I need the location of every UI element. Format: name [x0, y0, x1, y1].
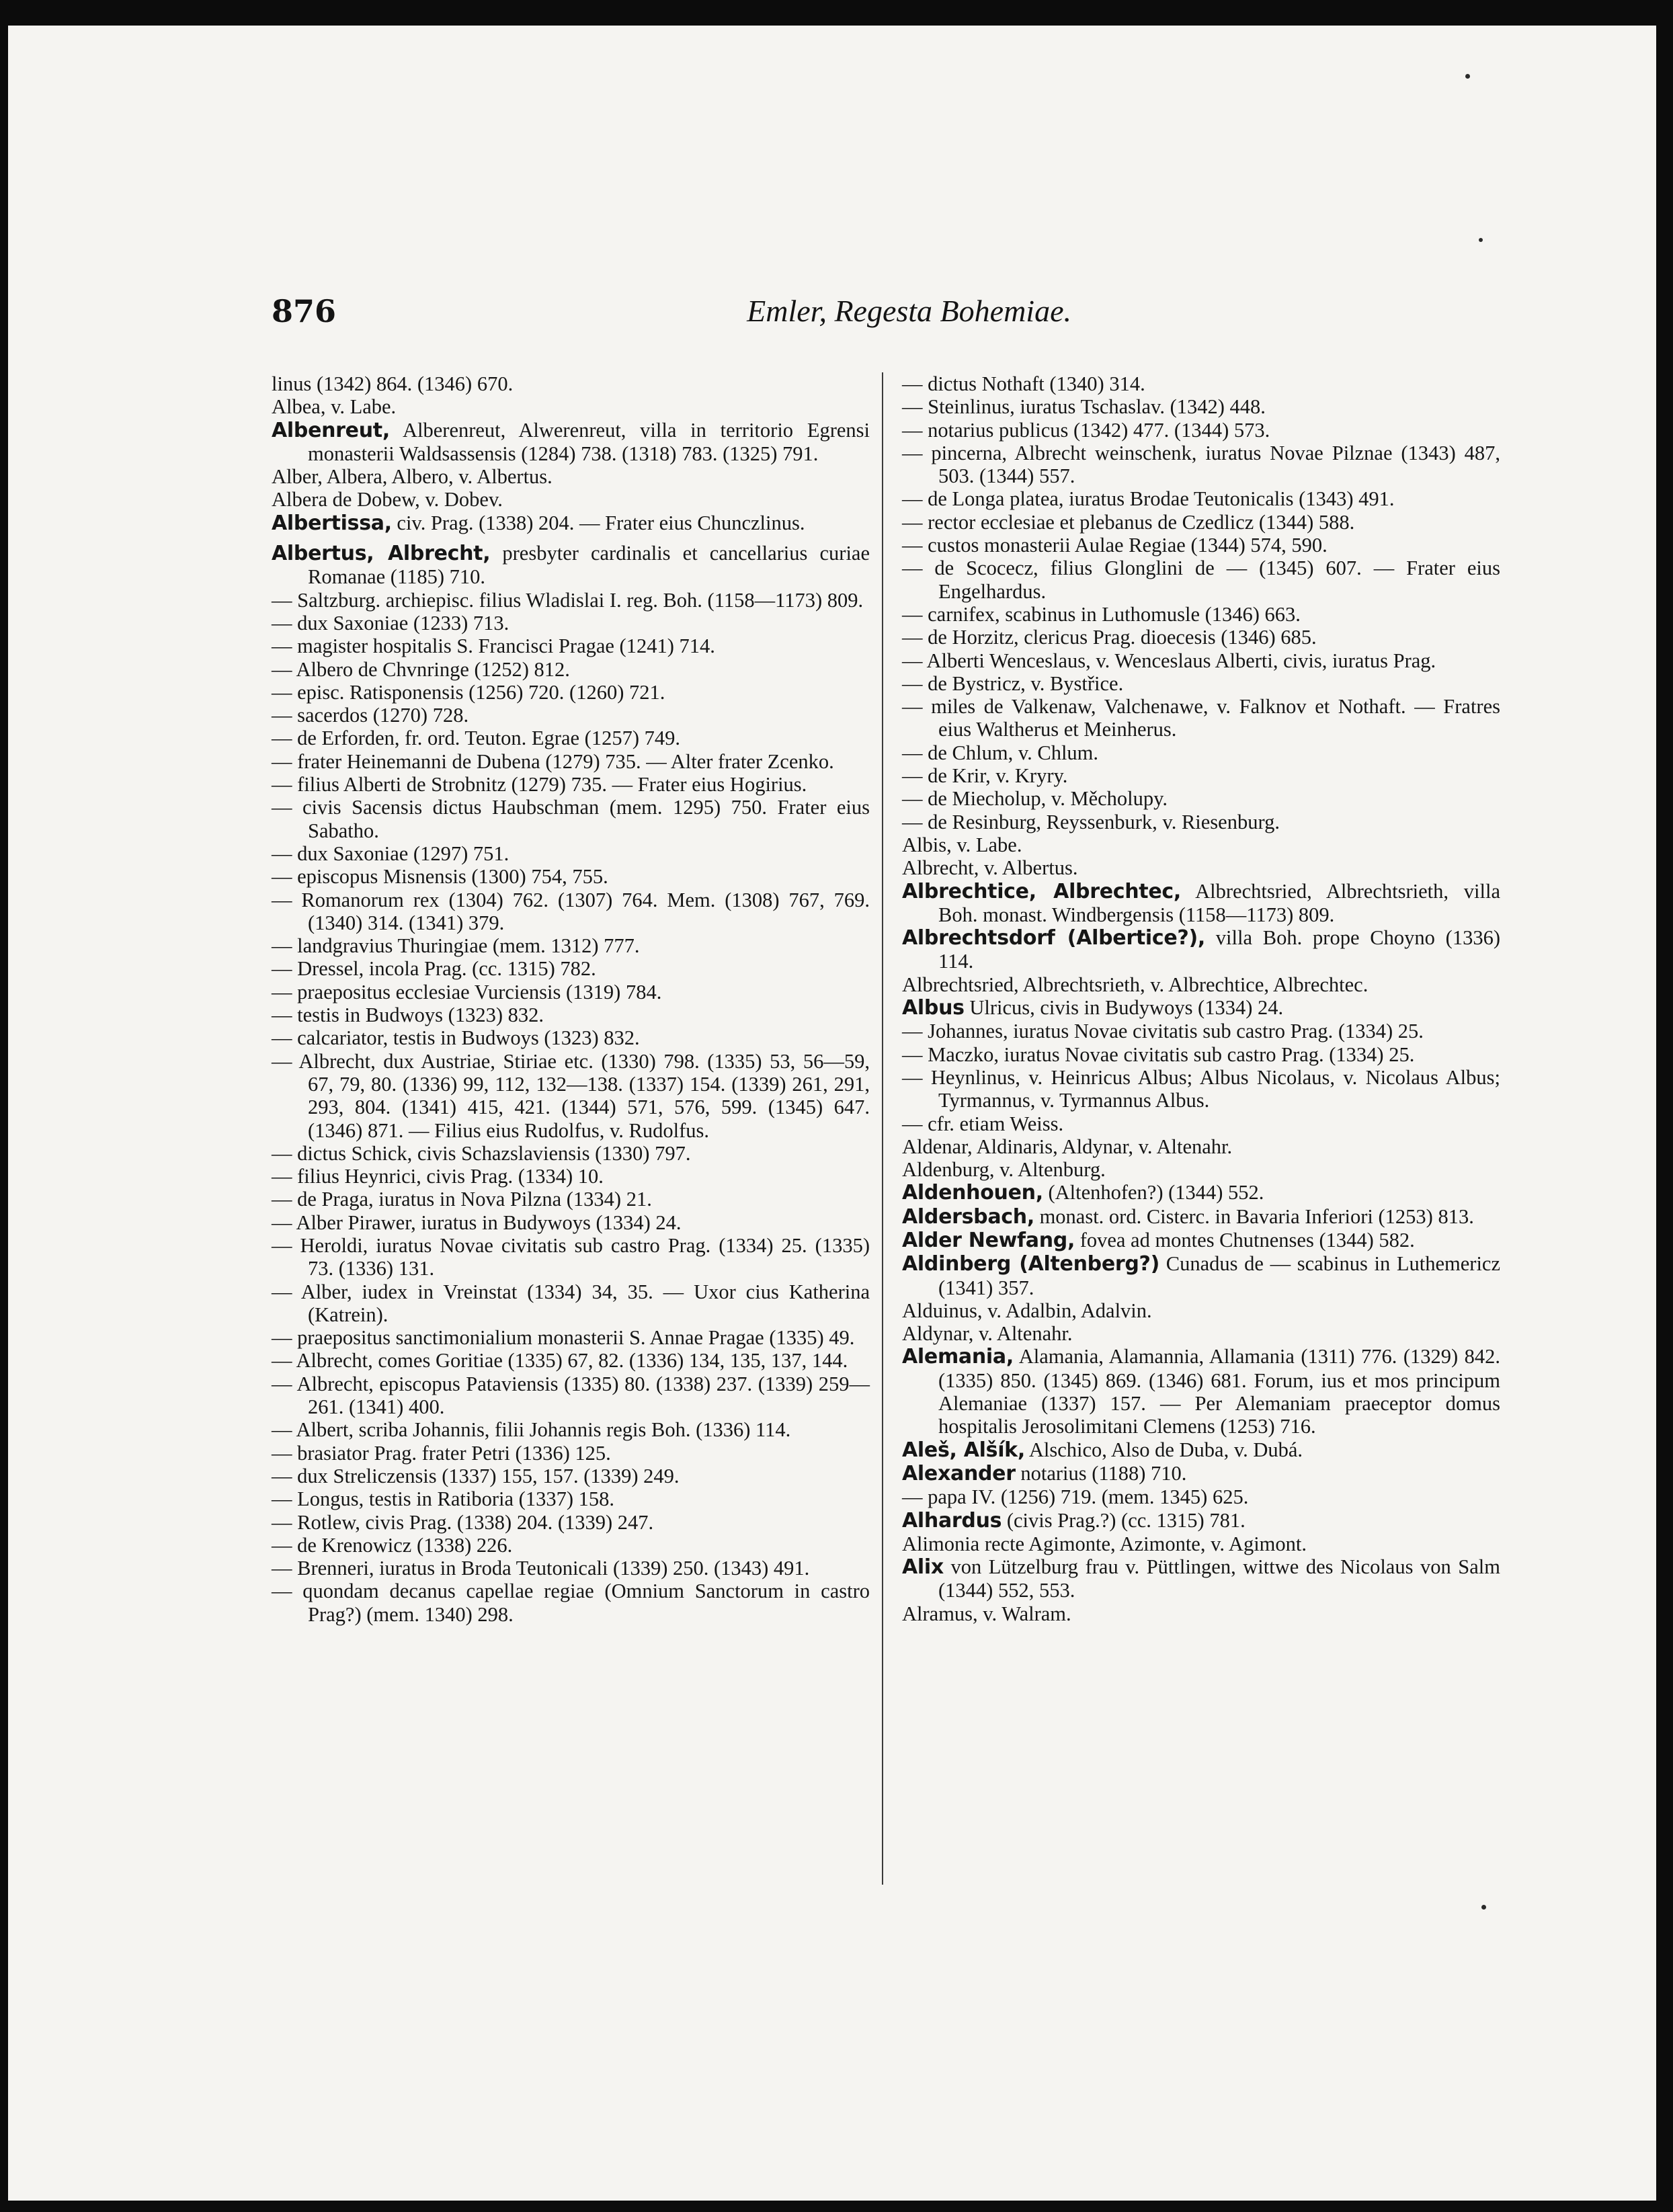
index-entry: [272, 727, 870, 749]
index-entry: [272, 1234, 870, 1280]
entry-text: — custos monasterii Aulae Regiae (1344) 574, 590.: [902, 534, 1328, 557]
index-entry: [902, 695, 1500, 741]
index-entry: [902, 1299, 1500, 1322]
entry-text: — brasiator Prag. frater Petri (1336) 125.: [272, 1441, 611, 1465]
index-entry: [902, 973, 1500, 996]
index-entry: [272, 419, 870, 466]
index-entry: [272, 1487, 870, 1510]
entry-text: Alberenreut, Alwerenreut, villa in territorio Egrensi monasterii Waldsassensis (1284) 738. (1318) 783. (1325) 791.: [308, 418, 870, 465]
index-entry: [902, 1205, 1500, 1229]
entry-headword: Aldersbach,: [902, 1204, 1034, 1229]
index-entry: [902, 1112, 1500, 1135]
entry-text: — papa IV. (1256) 719. (mem. 1345) 625.: [902, 1485, 1249, 1509]
entry-text: — praepositus sanctimonialium monasterii S. Annae Pragae (1335) 49.: [272, 1326, 855, 1350]
index-entry: [272, 658, 870, 681]
index-entry: [272, 634, 870, 657]
entry-text: Aldenburg, v. Altenburg.: [902, 1158, 1106, 1182]
index-entry: [272, 542, 870, 589]
entry-text: — de Praga, iuratus in Nova Pilzna (1334) 21.: [272, 1188, 652, 1211]
index-entry: [902, 1345, 1500, 1438]
entry-text: — quondam decanus capellae regiae (Omnium Sanctorum in castro Prag?) (mem. 1340) 298.: [272, 1580, 870, 1626]
entry-text: — Rotlew, civis Prag. (1338) 204. (1339) 247.: [272, 1510, 654, 1534]
right-column: [902, 372, 1500, 1625]
entry-text: — de Erforden, fr. ord. Teuton. Egrae (1257) 749.: [272, 727, 680, 750]
index-entry: [272, 1280, 870, 1327]
entry-headword: Albrechtsdorf (Albertice?),: [902, 926, 1205, 950]
index-entry: [902, 372, 1500, 395]
index-entry: [902, 395, 1500, 418]
entry-text: — calcariator, testis in Budwoys (1323) 832.: [272, 1026, 640, 1050]
page-number: 876: [272, 293, 337, 329]
entry-text: — Alber, iudex in Vreinstat (1334) 34, 35. — Uxor cius Katherina (Katrein).: [272, 1280, 870, 1326]
entry-text: — de Longa platea, iuratus Brodae Teutonicalis (1343) 491.: [902, 487, 1395, 511]
entry-text: — Longus, testis in Ratiboria (1337) 158.: [272, 1487, 614, 1511]
index-entry: [272, 488, 870, 511]
index-entry: [902, 1252, 1500, 1299]
entry-headword: Albus: [902, 996, 965, 1020]
entry-text: — notarius publicus (1342) 477. (1344) 573.: [902, 418, 1270, 442]
entry-text: — de Horzitz, clericus Prag. dioecesis (1346) 685.: [902, 626, 1317, 649]
entry-text: civ. Prag. (1338) 204. — Frater eius Chunczlinus.: [391, 511, 805, 534]
entry-text: — dictus Schick, civis Schazslaviensis (1330) 797.: [272, 1141, 691, 1165]
index-entry: [272, 842, 870, 865]
index-entry: [272, 1050, 870, 1142]
index-entry: [902, 626, 1500, 649]
index-entry: [902, 603, 1500, 626]
entry-text: Cunadus de — scabinus in Luthemericz (1341) 357.: [938, 1252, 1500, 1299]
entry-text: — de Resinburg, Reyssenburk, v. Riesenburg.: [902, 810, 1280, 833]
entry-text: — Heroldi, iuratus Novae civitatis sub castro Prag. (1334) 25. (1335) 73. (1336) 131.: [272, 1233, 870, 1280]
entry-text: linus (1342) 864. (1346) 670.: [272, 372, 514, 395]
entry-text: — filius Alberti de Strobnitz (1279) 735. — Frater eius Hogirius.: [272, 773, 807, 796]
entry-text: — de Chlum, v. Chlum.: [902, 741, 1099, 764]
entry-text: — Dressel, incola Prag. (cc. 1315) 782.: [272, 957, 596, 981]
index-entry: [272, 1373, 870, 1419]
entry-text: Albea, v. Labe.: [272, 395, 397, 419]
entry-text: — dux Saxoniae (1233) 713.: [272, 611, 509, 634]
entry-text: — de Krir, v. Kryry.: [902, 764, 1068, 788]
entry-text: Aldenar, Aldinaris, Aldynar, v. Altenahr.: [902, 1135, 1233, 1158]
index-entry: [902, 1509, 1500, 1532]
index-entry: [902, 926, 1500, 973]
entry-text: — de Bystricz, v. Bystřice.: [902, 671, 1124, 695]
index-entry: [902, 1322, 1500, 1345]
entry-text: Alduinus, v. Adalbin, Adalvin.: [902, 1299, 1152, 1322]
index-entry: [272, 1188, 870, 1211]
index-entry: [902, 1229, 1500, 1252]
entry-text: — Albrecht, dux Austriae, Stiriae etc. (1330) 798. (1335) 53, 56—59, 67, 79, 80. (1336) 99, 112, 132—138. (1337) 154. (1339) 261, 291, 293, 804. (1341) 415, 421. (1344) 571, 576, 599. (1345) 647. (1346) 871. — Filius eius Rudolfus, v. Rudolfus.: [272, 1049, 870, 1142]
index-entry: [272, 981, 870, 1003]
index-entry: [272, 1003, 870, 1026]
entry-text: — testis in Budwoys (1323) 832.: [272, 1003, 544, 1027]
entry-text: von Lützelburg frau v. Püttlingen, wittwe des Nicolaus von Salm (1344) 552, 553.: [938, 1555, 1500, 1602]
index-entry: [272, 1442, 870, 1465]
entry-headword: Alhardus: [902, 1508, 1002, 1532]
entry-text: Albera de Dobew, v. Dobev.: [272, 488, 503, 511]
index-entry: [272, 957, 870, 980]
index-entry: [902, 996, 1500, 1020]
index-entry: [272, 934, 870, 957]
index-entry: [272, 796, 870, 842]
index-entry: [902, 487, 1500, 510]
entry-text: monast. ord. Cisterc. in Bavaria Inferiori (1253) 813.: [1034, 1204, 1474, 1228]
entry-text: — Romanorum rex (1304) 762. (1307) 764. Mem. (1308) 767, 769. (1340) 314. (1341) 379.: [272, 888, 870, 934]
entry-text: Alramus, v. Walram.: [902, 1602, 1071, 1625]
entry-text: — episc. Ratisponensis (1256) 720. (1260) 721.: [272, 680, 665, 704]
index-entry: [902, 1485, 1500, 1508]
index-entry: [272, 1326, 870, 1349]
index-entry: [902, 833, 1500, 856]
index-entry: [902, 419, 1500, 442]
entry-headword: Aldinberg (Altenberg?): [902, 1252, 1160, 1276]
index-entry: [902, 1066, 1500, 1112]
entry-text: — filius Heynrici, civis Prag. (1334) 10.: [272, 1165, 604, 1188]
entry-text: — de Miecholup, v. Měcholupy.: [902, 787, 1168, 811]
index-entry: [272, 1211, 870, 1234]
scan-speck: [1481, 1905, 1486, 1910]
index-entry: [272, 1511, 870, 1534]
entry-text: Albrechtsried, Albrechtsrieth, v. Albrechtice, Albrechtec.: [902, 973, 1369, 996]
entry-headword: Albertissa,: [272, 511, 392, 535]
entry-headword: Alix: [902, 1555, 944, 1580]
entry-headword: Aldenhouen,: [902, 1181, 1043, 1205]
entry-text: — Steinlinus, iuratus Tschaslav. (1342) 448.: [902, 395, 1266, 419]
index-entry: [272, 704, 870, 727]
entry-text: — Albrecht, comes Goritiae (1335) 67, 82. (1336) 134, 135, 137, 144.: [272, 1349, 848, 1373]
index-entry: [272, 465, 870, 488]
entry-text: — Brenneri, iuratus in Broda Teutonicali (1339) 250. (1343) 491.: [272, 1557, 810, 1580]
page-scan: [8, 26, 1656, 2201]
entry-text: — Albert, scriba Johannis, filii Johannis regis Boh. (1336) 114.: [272, 1418, 791, 1442]
entry-text: — Alberti Wenceslaus, v. Wenceslaus Alberti, civis, iuratus Prag.: [902, 649, 1436, 672]
index-entry: [272, 1465, 870, 1487]
index-entry: [272, 889, 870, 935]
index-entry: [902, 1158, 1500, 1181]
entry-headword: Alder Newfang,: [902, 1228, 1075, 1252]
entry-text: — Alber Pirawer, iuratus in Budywoys (1334) 24.: [272, 1211, 682, 1234]
running-title: Emler, Regesta Bohemiae.: [747, 294, 1071, 328]
entry-text: — Albero de Chvnringe (1252) 812.: [272, 657, 570, 681]
index-entry: [902, 672, 1500, 695]
index-entry: [272, 1026, 870, 1049]
index-entry: [272, 865, 870, 888]
entry-text: fovea ad montes Chutnenses (1344) 582.: [1075, 1228, 1415, 1252]
entry-text: — Heynlinus, v. Heinricus Albus; Albus Nicolaus, v. Nicolaus Albus; Tyrmannus, v. Tyrmannus Albus.: [902, 1065, 1500, 1112]
page-header: [272, 293, 1071, 333]
entry-text: — dux Saxoniae (1297) 751.: [272, 842, 509, 865]
entry-text: — praepositus ecclesiae Vurciensis (1319) 784.: [272, 980, 662, 1003]
entry-text: Ulricus, civis in Budywoys (1334) 24.: [964, 996, 1284, 1020]
entry-text: — civis Sacensis dictus Haubschman (mem. 1295) 750. Frater eius Sabatho.: [272, 796, 870, 842]
entry-text: presbyter cardinalis et cancellarius curiae Romanae (1185) 710.: [308, 542, 870, 589]
index-entry: [272, 1349, 870, 1372]
entry-text: Alber, Albera, Albero, v. Albertus.: [272, 465, 553, 489]
index-entry: [902, 534, 1500, 557]
entry-text: — sacerdos (1270) 728.: [272, 704, 469, 727]
entry-text: Albrecht, v. Albertus.: [902, 856, 1078, 880]
index-entry: [272, 1534, 870, 1557]
entry-headword: Albertus, Albrecht,: [272, 542, 491, 566]
entry-text: — frater Heinemanni de Dubena (1279) 735. — Alter frater Zcenko.: [272, 749, 834, 773]
entry-text: — cfr. etiam Weiss.: [902, 1112, 1064, 1135]
index-entry: [272, 1557, 870, 1580]
entry-text: (Altenhofen?) (1344) 552.: [1043, 1181, 1264, 1204]
entry-text: — Maczko, iuratus Novae civitatis sub castro Prag. (1334) 25.: [902, 1042, 1415, 1066]
index-entry: [272, 1580, 870, 1626]
index-entry: [902, 1438, 1500, 1462]
index-entry: [902, 1555, 1500, 1602]
entry-text: — dictus Nothaft (1340) 314.: [902, 372, 1145, 395]
index-entry: [272, 773, 870, 796]
index-entry: [902, 1602, 1500, 1625]
index-entry: [902, 1020, 1500, 1042]
index-entry: [272, 1142, 870, 1165]
entry-headword: Aleš, Alšík,: [902, 1438, 1025, 1462]
entry-text: — episcopus Misnensis (1300) 754, 755.: [272, 865, 608, 889]
entry-text: — dux Streliczensis (1337) 155, 157. (1339) 249.: [272, 1464, 680, 1487]
entry-text: — Albrecht, episcopus Pataviensis (1335) 80. (1338) 237. (1339) 259—261. (1341) 400.: [272, 1372, 870, 1419]
index-entry: [902, 511, 1500, 534]
entry-headword: Alexander: [902, 1461, 1016, 1485]
index-entry: [902, 1135, 1500, 1158]
index-entry: [272, 1165, 870, 1188]
index-entry: [902, 787, 1500, 810]
entry-text: — rector ecclesiae et plebanus de Czedlicz (1344) 588.: [902, 510, 1355, 534]
entry-text: — carnifex, scabinus in Luthomusle (1346) 663.: [902, 602, 1301, 626]
index-entry: [902, 741, 1500, 764]
scan-speck: [1465, 74, 1470, 79]
index-entry: [902, 1181, 1500, 1204]
index-entry: [272, 681, 870, 704]
index-entry: [902, 811, 1500, 833]
entry-text: — de Krenowicz (1338) 226.: [272, 1533, 513, 1557]
entry-text: — de Scocecz, filius Glonglini de — (1345) 607. — Frater eius Engelhardus.: [902, 557, 1500, 603]
index-entry: [902, 764, 1500, 787]
entry-text: villa Boh. prope Choyno (1336) 114.: [938, 926, 1500, 973]
index-entry: [272, 511, 870, 535]
index-entry: [272, 1418, 870, 1441]
entry-text: notarius (1188) 710.: [1015, 1461, 1187, 1485]
index-entry: [272, 372, 870, 395]
index-entry: [272, 395, 870, 418]
index-entry: [272, 589, 870, 612]
index-entry: [902, 649, 1500, 672]
index-entry: [902, 557, 1500, 603]
entry-text: — magister hospitalis S. Francisci Pragae (1241) 714.: [272, 634, 715, 658]
index-entry: [902, 442, 1500, 488]
scan-speck: [1479, 238, 1483, 242]
entry-text: — Johannes, iuratus Novae civitatis sub castro Prag. (1334) 25.: [902, 1020, 1424, 1043]
index-entry: [272, 612, 870, 634]
index-entry: [902, 856, 1500, 879]
entry-text: — landgravius Thuringiae (mem. 1312) 777.: [272, 934, 640, 958]
index-entry: [902, 1532, 1500, 1555]
entry-text: Albrechtsried, Albrechtsrieth, villa Boh. monast. Windbergensis (1158—1173) 809.: [938, 879, 1500, 926]
entry-headword: Albenreut,: [272, 418, 390, 442]
entry-text: (civis Prag.?) (cc. 1315) 781.: [1002, 1508, 1246, 1532]
entry-text: Albis, v. Labe.: [902, 833, 1022, 856]
index-entry: [902, 880, 1500, 927]
index-entry: [902, 1462, 1500, 1485]
index-entry: [272, 750, 870, 773]
entry-text: — pincerna, Albrecht weinschenk, iuratus Novae Pilznae (1343) 487, 503. (1344) 557.: [902, 441, 1500, 488]
entry-text: Aldynar, v. Altenahr.: [902, 1322, 1073, 1346]
index-entry: [902, 1043, 1500, 1066]
entry-text: Alamania, Alamannia, Allamania (1311) 776. (1329) 842. (1335) 850. (1345) 869. (1346) 681. Forum, ius et mos principum Alemaniae (1337) 157. — Per Alemaniam praeceptor domus hospitalis Jerosolimitani Clemens (1253) 716.: [938, 1345, 1500, 1438]
entry-text: — Saltzburg. archiepisc. filius Wladislai I. reg. Boh. (1158—1173) 809.: [272, 588, 864, 612]
entry-text: — miles de Valkenaw, Valchenawe, v. Falknov et Nothaft. — Fratres eius Waltherus et Meinherus.: [902, 695, 1500, 741]
entry-text: Alschico, Also de Duba, v. Dubá.: [1024, 1438, 1303, 1461]
column-divider: [882, 372, 883, 1885]
entry-headword: Alemania,: [902, 1345, 1014, 1369]
entry-headword: Albrechtice, Albrechtec,: [902, 879, 1181, 903]
entry-text: Alimonia recte Agimonte, Azimonte, v. Agimont.: [902, 1532, 1307, 1555]
left-column: [272, 372, 870, 1626]
